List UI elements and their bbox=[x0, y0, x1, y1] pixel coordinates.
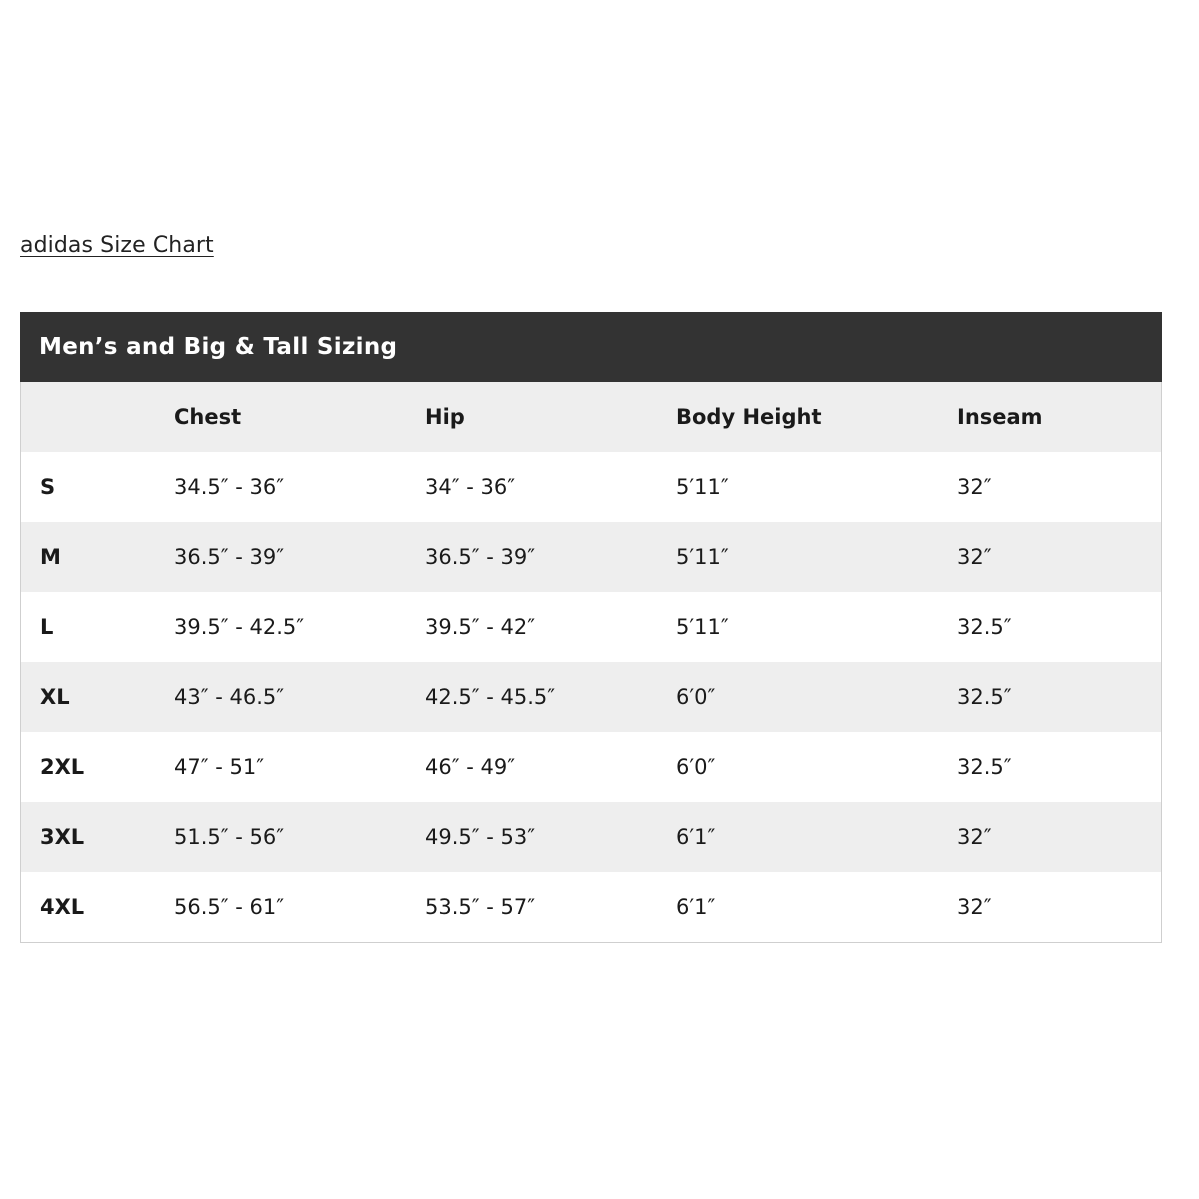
hip-cell: 36.5″ - 39″ bbox=[425, 545, 536, 569]
inseam-cell: 32.5″ bbox=[957, 685, 1012, 709]
hip-cell: 46″ - 49″ bbox=[425, 755, 516, 779]
body-height-cell: 6′1″ bbox=[676, 895, 716, 919]
hip-cell: 42.5″ - 45.5″ bbox=[425, 685, 556, 709]
chest-cell: 47″ - 51″ bbox=[174, 755, 265, 779]
inseam-cell: 32″ bbox=[957, 895, 992, 919]
size-cell: 4XL bbox=[40, 895, 85, 919]
inseam-cell: 32.5″ bbox=[957, 755, 1012, 779]
table-row bbox=[21, 592, 1161, 662]
column-header-row bbox=[21, 382, 1161, 452]
size-cell: XL bbox=[40, 685, 70, 709]
body-height-cell: 5′11″ bbox=[676, 615, 729, 639]
table-title: Men’s and Big & Tall Sizing bbox=[20, 312, 1162, 382]
chest-cell: 51.5″ - 56″ bbox=[174, 825, 285, 849]
hip-cell: 53.5″ - 57″ bbox=[425, 895, 536, 919]
inseam-cell: 32″ bbox=[957, 825, 992, 849]
chest-cell: 36.5″ - 39″ bbox=[174, 545, 285, 569]
column-header-inseam: Inseam bbox=[957, 405, 1043, 429]
column-header-body-height: Body Height bbox=[676, 405, 822, 429]
size-table bbox=[20, 312, 1162, 943]
chest-cell: 43″ - 46.5″ bbox=[174, 685, 285, 709]
size-cell: L bbox=[40, 615, 54, 639]
table-row bbox=[21, 872, 1161, 942]
body-height-cell: 6′0″ bbox=[676, 755, 716, 779]
size-chart-link[interactable]: adidas Size Chart bbox=[20, 233, 214, 258]
table-row bbox=[21, 452, 1161, 522]
chest-cell: 34.5″ - 36″ bbox=[174, 475, 285, 499]
hip-cell: 34″ - 36″ bbox=[425, 475, 516, 499]
chest-cell: 39.5″ - 42.5″ bbox=[174, 615, 305, 639]
table-row bbox=[21, 662, 1161, 732]
hip-cell: 39.5″ - 42″ bbox=[425, 615, 536, 639]
body-height-cell: 5′11″ bbox=[676, 545, 729, 569]
table-row bbox=[21, 732, 1161, 802]
body-height-cell: 6′0″ bbox=[676, 685, 716, 709]
table-row bbox=[21, 802, 1161, 872]
size-cell: M bbox=[40, 545, 61, 569]
column-header-chest: Chest bbox=[174, 405, 242, 429]
inseam-cell: 32″ bbox=[957, 545, 992, 569]
hip-cell: 49.5″ - 53″ bbox=[425, 825, 536, 849]
inseam-cell: 32.5″ bbox=[957, 615, 1012, 639]
table-row bbox=[21, 522, 1161, 592]
body-height-cell: 5′11″ bbox=[676, 475, 729, 499]
size-cell: 3XL bbox=[40, 825, 85, 849]
column-header-hip: Hip bbox=[425, 405, 465, 429]
body-height-cell: 6′1″ bbox=[676, 825, 716, 849]
inseam-cell: 32″ bbox=[957, 475, 992, 499]
size-cell: 2XL bbox=[40, 755, 85, 779]
chest-cell: 56.5″ - 61″ bbox=[174, 895, 285, 919]
size-cell: S bbox=[40, 475, 56, 499]
